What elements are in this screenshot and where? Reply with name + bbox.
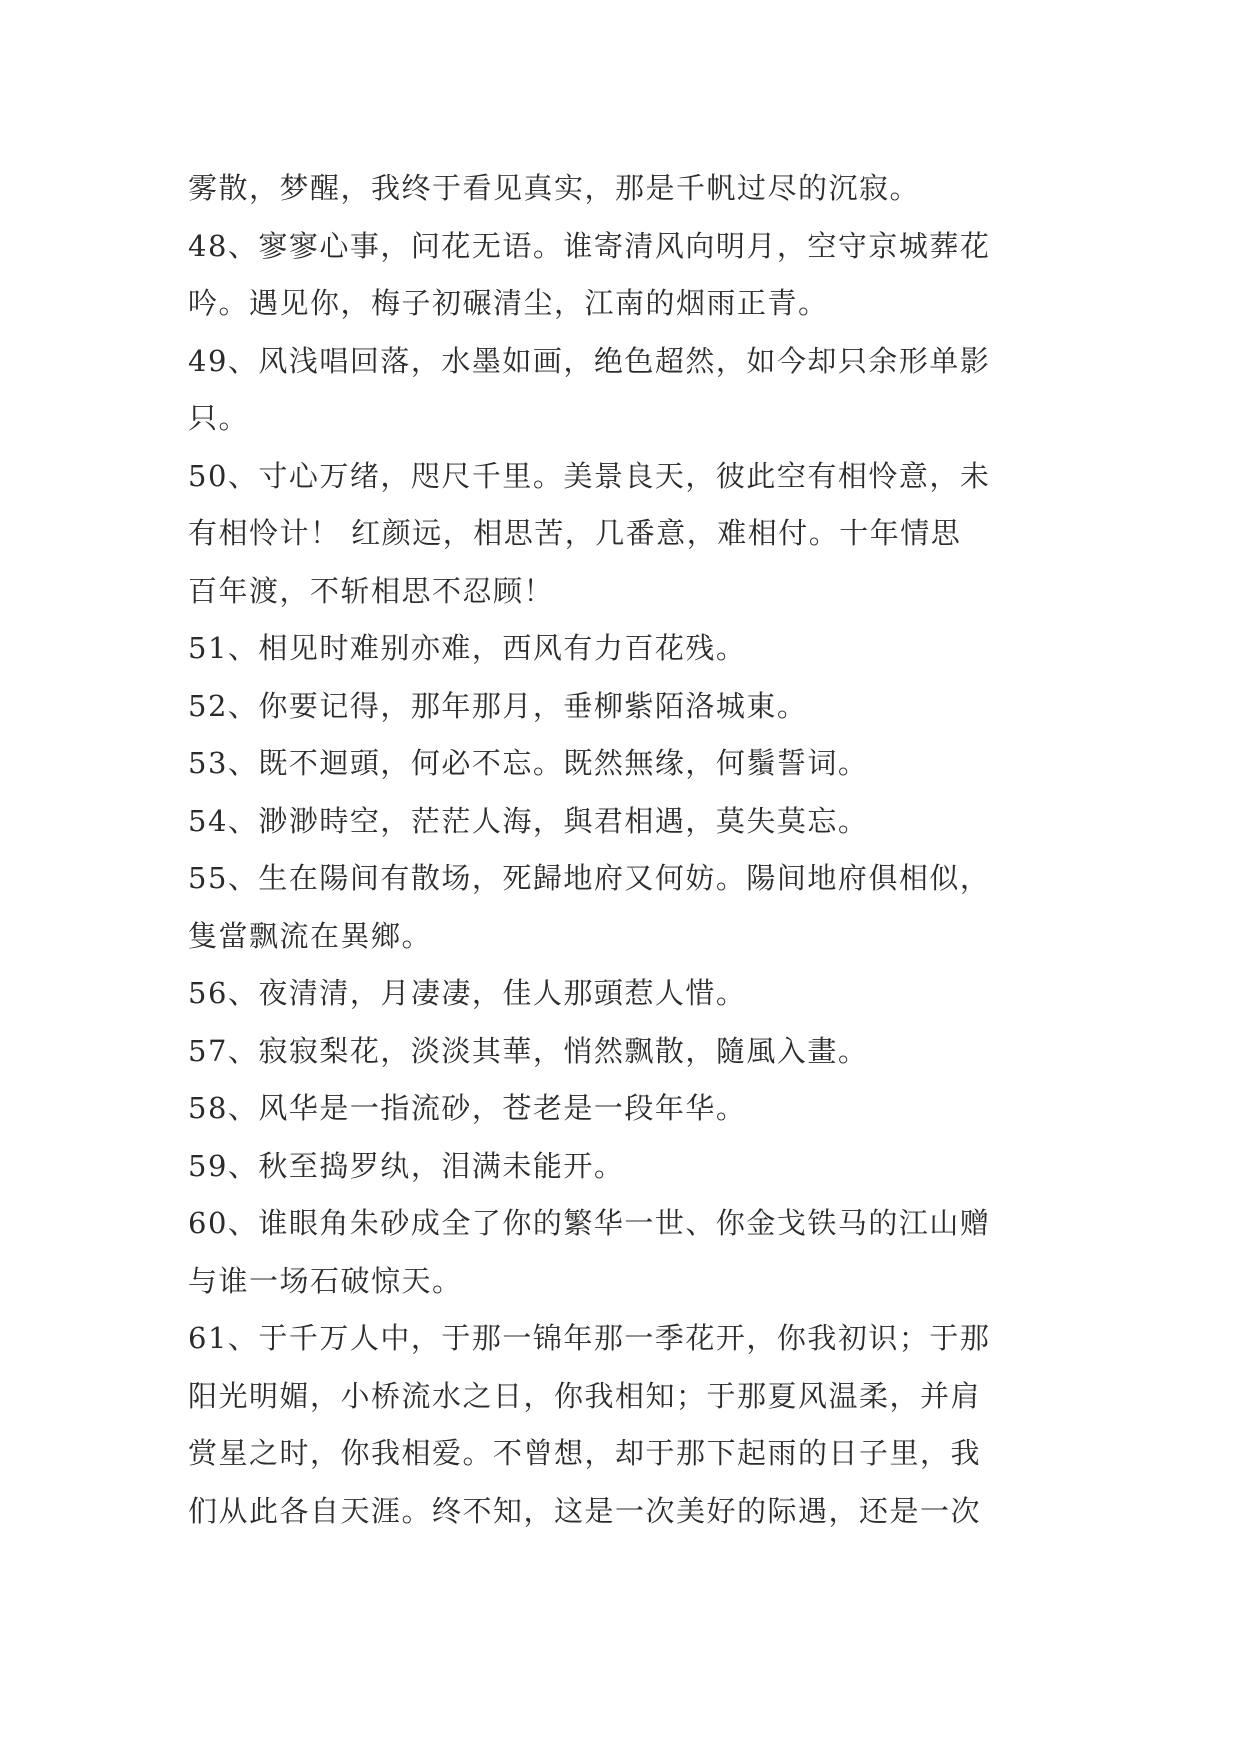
- text-line: 54、渺渺時空，茫茫人海，與君相遇，莫失莫忘。: [188, 803, 869, 838]
- text-line: 51、相见时难别亦难，西风有力百花残。: [188, 631, 747, 665]
- text-line: 吟。遇见你，梅子初碾清尘，江南的烟雨正青。: [188, 286, 829, 320]
- text-line: 50、寸心万绪，咫尺千里。美景良天，彼此空有相怜意，未: [188, 458, 991, 493]
- text-line: 52、你要记得，那年那月，垂柳紫陌洛城東。: [188, 688, 808, 723]
- text-line: 60、谁眼角朱砂成全了你的繁华一世、你金戈铁马的江山赠: [188, 1206, 991, 1240]
- text-line: 58、风华是一指流砂，苍老是一段年华。: [188, 1091, 747, 1125]
- text-line: 们从此各自天涯。终不知，这是一次美好的际遇，还是一次: [188, 1493, 982, 1528]
- text-line: 48、寥寥心事，问花无语。谁寄清风向明月，空守京城葬花: [188, 228, 991, 263]
- text-line: 56、夜清清，月凄凄，佳人那頭惹人惜。: [188, 976, 747, 1010]
- text-line: 61、于千万人中，于那一锦年那一季花开，你我初识；于那: [188, 1321, 991, 1355]
- text-line: 有相怜计！ 红颜远，相思苦，几番意，难相付。十年情思: [188, 516, 962, 550]
- text-line: 百年渡，不斩相思不忍顾！: [188, 573, 555, 608]
- text-line: 59、秋至捣罗纨，泪满未能开。: [188, 1148, 625, 1183]
- text-line: 阳光明媚，小桥流水之日，你我相知；于那夏风温柔，并肩: [188, 1378, 982, 1413]
- text-line: 雾散，梦醒，我终于看见真实，那是千帆过尽的沉寂。: [188, 171, 921, 205]
- text-line: 55、生在陽间有散场，死歸地府又何妨。陽间地府俱相似，: [188, 861, 991, 895]
- body-text: [188, 160, 1068, 1540]
- text-line: 与谁一场石破惊天。: [188, 1263, 463, 1298]
- text-line: 53、既不迴頭，何必不忘。既然無缘，何鬚誓词。: [188, 746, 869, 780]
- text-line: 只。: [188, 401, 250, 435]
- text-line: 隻當飘流在異鄉。: [188, 918, 433, 953]
- text-line: 57、寂寂梨花，淡淡其華，悄然飘散，隨風入畫。: [188, 1033, 869, 1068]
- text-line: 赏星之时，你我相爱。不曾想，却于那下起雨的日子里，我: [188, 1436, 982, 1470]
- text-line: 49、风浅唱回落，水墨如画，绝色超然，如今却只余形单影: [188, 343, 991, 378]
